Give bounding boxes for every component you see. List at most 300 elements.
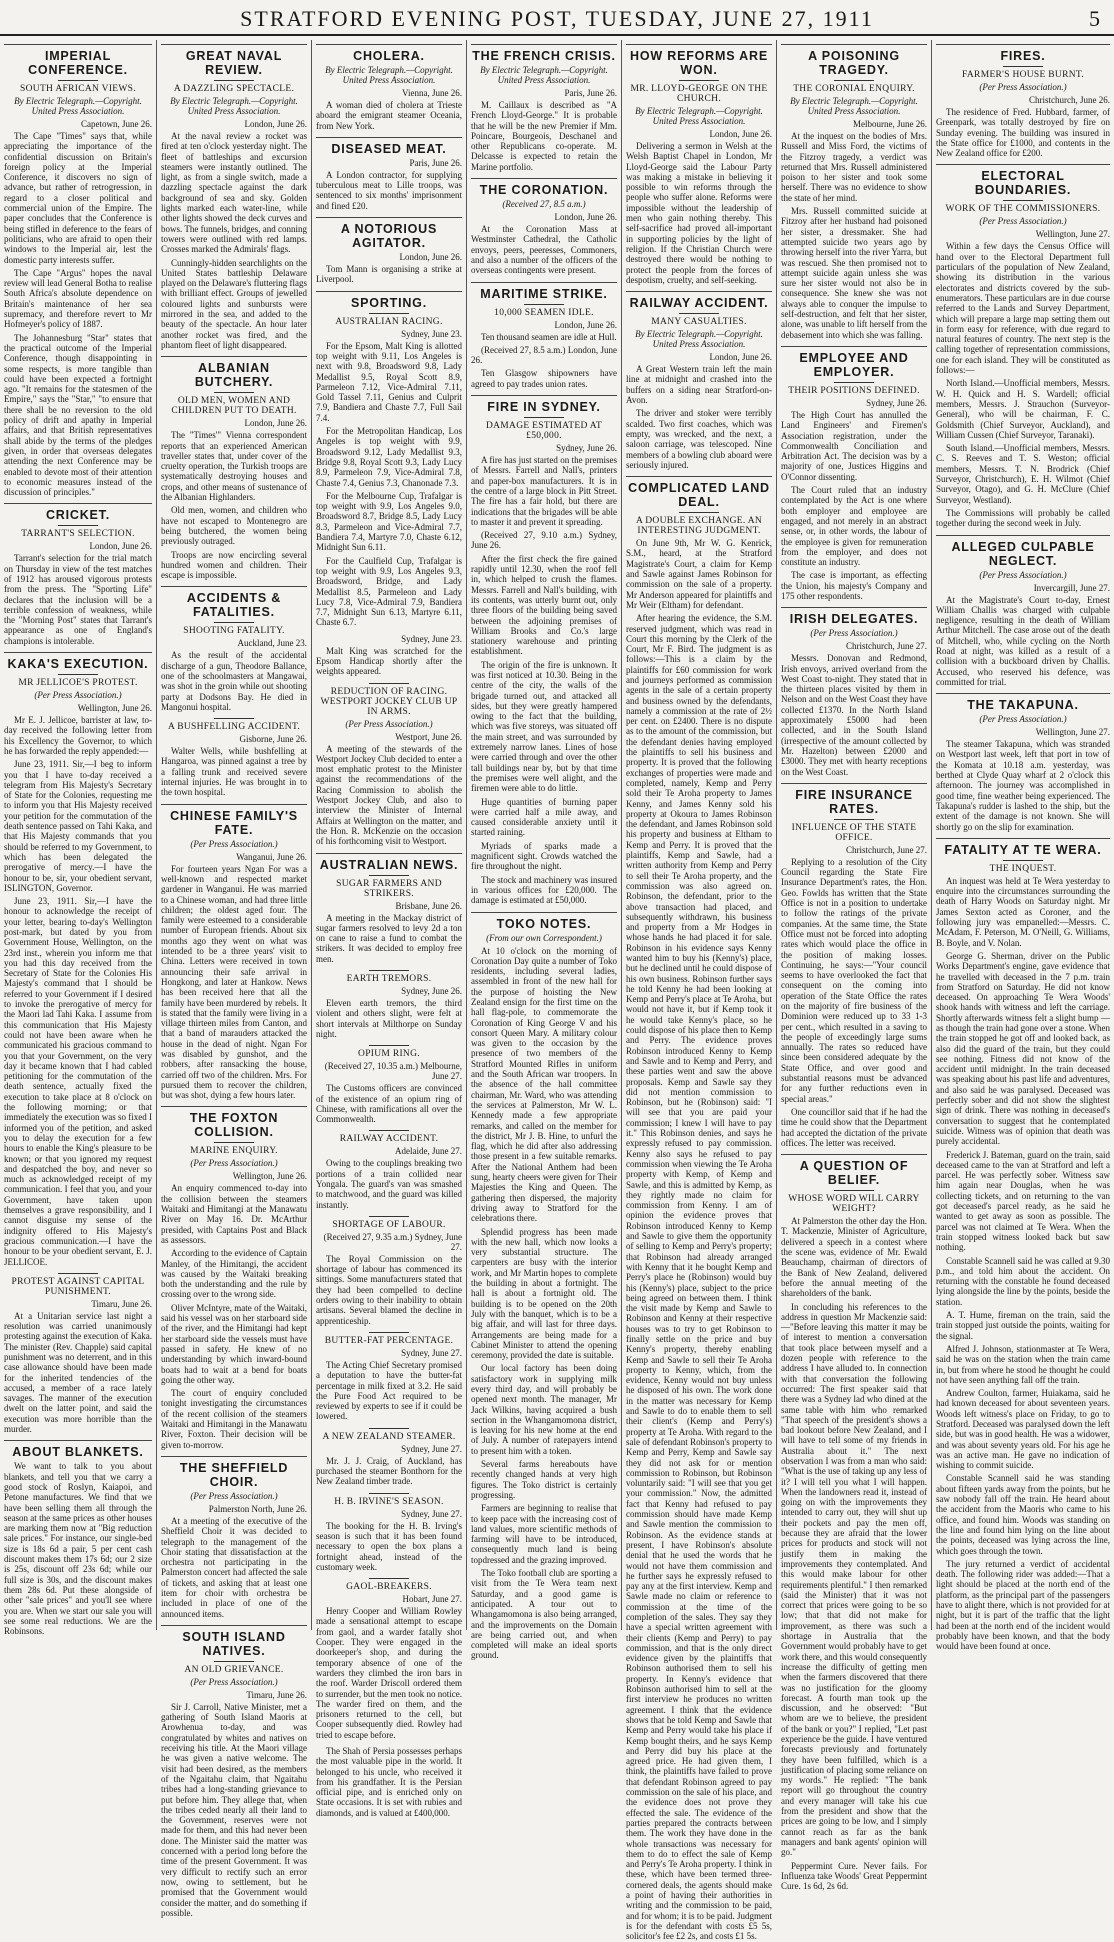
article-headline: SOUTH ISLAND NATIVES. [161, 1625, 307, 1658]
article [161, 1106, 307, 1449]
article-headline: SPORTING. [316, 291, 462, 310]
dateline: London, June 26. [399, 252, 462, 263]
article-headline: FIRE INSURANCE RATES. [781, 783, 927, 816]
article-paragraph: Malt King was scratched for the Epsom Handicap shortly after the weights appeared. [316, 645, 462, 677]
divider [679, 313, 719, 314]
article [316, 1746, 462, 1818]
article [4, 503, 152, 646]
article-paragraph: (Received 27, 8.5 a.m.) London, June 26. [471, 344, 617, 366]
dateline: Wellington, June 26. [77, 703, 152, 714]
article-subheading: SHORTAGE OF LABOUR. [332, 1219, 446, 1230]
divider [1003, 66, 1043, 67]
article [781, 607, 927, 777]
dateline: (Received 27, 9.35 a.m.) Sydney, June 27. [323, 1231, 462, 1252]
article-paragraph: Walter Wells, while bushfelling at Hangaroa, was pinned against a tree by a falling trunk and received severe internal injuries. He was brought in to the town hospital. [161, 746, 307, 798]
dateline: Sydney, June 27. [401, 1508, 462, 1519]
divider [524, 304, 564, 305]
divider [369, 313, 409, 314]
article-paragraph: Andrew Coulton, farmer, Huiakama, said he had known deceased for about seventeen years. Woods left witness's place on Friday, to go to Stratford. Deceased was paralysed down the left side, but was in good health. He was a widower, and was about seventy years old. For his age he was an active man. He gave no indication of wishing to commit suicide. [936, 1388, 1110, 1471]
article-paragraph: Within a few days the Census Office will hand over to the Electoral Department full particulars of the population of New Zealand, showing its distribution in the various electorates and districts covered by the sub-enumerators. These particulars are in due course referred to the Lands and Survey Department, which will prepare a large map setting them out in form easy for reference, with due regard to natural features of country. The next step is the calling together of representation commissions, one for each island. They will be constituted as follows:— [936, 241, 1111, 376]
article-paragraph: On June 9th, Mr W. G. Kenrick, S.M., heard, at the Stratford Magistrate's Court, a claim for Kemp and Sawle against James Robinson for commission on the sale of a property. Mr Anderson appeared for plaintiffs and Mr Weir (Eltham) for defendant. [626, 538, 772, 610]
divider [369, 1216, 409, 1217]
article-paragraph: One councillor said that if he had the time he could show that the Department had accepted the dictation of the private offices. The letter was received. [781, 1106, 927, 1148]
wire-credit: By Electric Telegraph.—Copyright. United Press Association. [790, 96, 918, 116]
article [781, 44, 927, 340]
dateline: Timaru, June 26. [91, 1298, 152, 1309]
article-headline: KAKA'S EXECUTION. [4, 652, 152, 671]
article-paragraph: For the Melbourne Cup, Trafalgar is top weight with 9.9, Los Angeles 9.0, Broadsword 8.7, Bridge 8.5, Lady Lucy 8.3, Parmeleon and Vice-Admiral 7.7, Bandiera 7.4, Martyre 7.0, Chaste 6.12, Midnight Sun 6.11. [316, 490, 462, 553]
article-subheading: OLD MEN, WOMEN AND CHILDREN PUT TO DEATH. [171, 396, 297, 417]
article-subheading: 10,000 SEAMEN IDLE. [494, 307, 594, 318]
article-headline: DISEASED MEAT. [316, 137, 462, 156]
article-subheading: THE CORONIAL ENQUIRY. [793, 84, 915, 94]
article-paragraph: A London contractor, for supplying tuberculous meat to Lille troops, was sentenced to six months' imprisonment and fined £20. [316, 169, 462, 211]
article-paragraph: Alfred J. Johnson, stationmaster at Te Wera, said he was on the station when the train came in, but from where he stood he thought he could not have seen anything fall off the train. [936, 1343, 1110, 1385]
article-headline: CHOLERA. [316, 44, 462, 63]
article-paragraph: Mrs. Russell committed suicide at Fitzroy after her husband had poisoned her sister, a dressmaker. She had attempted suicide two years ago by throwing herself into the river Yarra, but was rescued. She then promised not to attempt suicide again unless she was sure her sister would not also be in consequence. She knew she was not always able to conquer the impulse to self-destruction, and felt that her sister, alone, was unable to lift herself from the debasement into which she was falling. [781, 206, 927, 340]
article-paragraph: Old men, women, and children who have not escaped to Montenegro are being butchered, the women being previously outraged. [161, 505, 307, 547]
column-4 [467, 40, 622, 1661]
divider [369, 683, 409, 684]
article [316, 1428, 462, 1487]
article-subheading: THEIR POSITIONS DEFINED. [788, 385, 920, 396]
article-headline: THE SHEFFIELD CHOIR. [161, 1456, 307, 1489]
dateline: Vienna, June 26. [402, 88, 462, 98]
article [161, 44, 307, 350]
article-subheading: MANY CASUALTIES. [651, 317, 747, 328]
article [471, 44, 617, 172]
article-headline: A POISONING TRAGEDY. [781, 44, 927, 77]
dateline: London, June 26. [244, 119, 307, 129]
article [316, 1493, 462, 1572]
article [781, 783, 927, 1148]
divider [524, 417, 564, 418]
article-paragraph: An inquest was held at Te Wera yesterday to enquire into the circumstances surrounding the death of Harry Woods on Saturday night. Mr James Sexton acted as Coroner, and the following jury was empanelled:—Messrs. C. McAdam, F. Peterson, M. O'Neill, G. Williams, B. Boyle, and V. Nolan. [936, 875, 1110, 948]
article-paragraph: The Johannesburg "Star" states that the practical outcome of the Imperial Conference, though disappointing in some respects, is more tangible than could have been expected a fortnight ago. "It remains for the statesmen of the Empire," says the "Star," "to ensure that there shall be no reversion to the old policy of drift and apathy in Imperial affairs, and that British representatives shall abide by the terms of the pledges given, in order that overseas delegates attending the next Conference may be enabled to devote most of their attention to economic measures instead of the discussion of principles." [4, 332, 152, 498]
wire-credit: (Per Press Association.) [810, 628, 898, 639]
column-3 [312, 40, 467, 1818]
article-subheading: BUTTER-FAT PERCENTAGE. [324, 1335, 454, 1346]
dateline: Wellington, June 27. [1035, 229, 1110, 240]
article [626, 44, 772, 285]
divider [214, 1661, 254, 1662]
article [316, 970, 462, 1039]
article-headline: THE FOXTON COLLISION. [161, 1106, 307, 1139]
article-paragraph: Our local factory has been doing satisfactory work in supplying milk every third day, and will probably be opened next month. The manager, Mr Jack Wilkins, having acquired a bush section in the Whangamomona district, is leaving for his new home at the end of July. A number of ratepayers intend to present him with a token. [471, 1363, 617, 1456]
article-paragraph: Sir J. Carroll, Native Minister, met a gathering of South Island Maoris at Arowhenua to-day, and was congratulated by whites and natives on receiving his title. At the Maori village he was given a native welcome. The visit had been desired, as the members of the Ngaitahu claim, that Ngaitahu tribes had a long-standing grievance to put before him. They allege that, when the tribes ceded nearly all their land to the Government, reserves were not made for them, and this had never been done. The Minister said the matter was concerned with a period long before the time of the present Government. It was very difficult to rectify such an error now, owing to settlement, but he promised that the Government would consider the matter, and do something if possible. [161, 1701, 307, 1918]
divider [214, 718, 254, 719]
article [316, 853, 462, 964]
article-paragraph: Eleven earth tremors, the third violent and others slight, were felt at short intervals at Milthorpe on Sunday night. [316, 998, 462, 1039]
article-headline: ALBANIAN BUTCHERY. [161, 356, 307, 389]
article [161, 718, 307, 797]
article-paragraph: An enquiry commenced to-day into the collision between the steamers Waitaki and Himitangi at the Manawatu River on May 16. Dr. McArthur presided, with Captains Post and Black as assessors. [161, 1183, 307, 1245]
article-paragraph: Ten Glasgow shipowners have agreed to pay trades union rates. [471, 368, 617, 389]
wire-credit: (Per Press Association.) [979, 82, 1067, 92]
article-subheading: MARINE ENQUIRY. [190, 1146, 278, 1157]
article-headline: CHINESE FAMILY'S FATE. [161, 804, 307, 837]
article [316, 1045, 462, 1124]
article-subheading: MR JELLICOE'S PROTEST. [18, 678, 138, 689]
dateline: Christchurch, June 26. [1029, 95, 1110, 105]
article-paragraph: Tom Mann is organising a strike at Liverpool. [316, 264, 462, 285]
divider [214, 622, 254, 623]
article-subheading: OPIUM RING. [358, 1049, 420, 1060]
article-subheading: PROTEST AGAINST CAPITAL PUNISHMENT. [11, 1276, 145, 1297]
article-paragraph: Peppermint Cure. Never fails. For Influenza take Woods' Great Peppermint Cure. 1s 6d, 2s 6d. [781, 1860, 927, 1892]
article-paragraph: June 23, 1911. Sir,—I have the honour to acknowledge the receipt of your letter, bearing to-day's Wellington post-mark, but dated by you from Government House, Wellington, on the 23rd inst., wherein you inform me that you had this day received from the Secretary of State for the Colonies His Majesty's command that I should be referred to your Government if I desired to invoke the prerogative of mercy for the Maori lad Tahi Kaka. I assume from this communication that His Majesty could not have been aware when he communicated his gracious command to you that your Government, on the very day it became known that I had cabled petitioning for the commutation of the death sentence, actually fixed the execution to take place at 8 o'clock on the following morning; or that immediately the execution was so fixed I informed you of the petition, and asked you to delay the execution for a few hours to enable the King's pleasure to be known; or that you ignored my request and despatched the boy, and never so much as acknowledged receipt of my communication. I feel that you, and your Government, have taken upon themselves a grave responsibility, and I cannot disguise my sense of the indignity offered to His Majesty's gracious communication.—I have the honour to be your obedient servant, E. J. JELLICOE. [4, 896, 152, 1267]
article-paragraph: We want to talk to you about blankets, and tell you that we carry a good stock of Roslyn, Kaiapoi, and Petone manufactures. We find that we have been selling them all through the season at the same prices as other houses are marking them now at "Big reduction sale prices." For instance, our single-bed size is 18s 6d a pair, 5 per cent cash discount makes them 17s 6d; our 2 size is 25s, discount off 23s 6d; while our full size is 30s, and the discount makes them 28s 6d. Put these alongside of other "sale prices" and you'll see where you are. When we start our sale you will see some real reductions. We are the Robinsons. [4, 1461, 152, 1637]
article-headline: ELECTORAL BOUNDARIES. [936, 164, 1110, 197]
article-subheading: H. B. IRVINE'S SEASON. [334, 1496, 444, 1507]
dateline: Sydney, June 26. [556, 443, 617, 454]
article-paragraph: The driver and stoker were terribly scalded. Two first coaches, which was empty, was wrecked, and the next, a saloon carriage, was telescoped. Nine members of a bowling club aboard were seriously injured. [626, 408, 772, 470]
wire-credit: (Per Press Association.) [190, 1158, 278, 1169]
article-paragraph: At a Unitarian service last night a resolution was carried unanimously protesting against the execution of Kaka. The minister (Rev. Chapple) said capital punishment was no deterrent, and in this case allowance should have been made for the inherited tendencies of the accused, a member of a race lately savages. The manner of the execution dwelt on the latter point, and said the execution was more horrible than the murder. [4, 1310, 152, 1435]
article-paragraph: The "Times'" Vienna correspondent reports that an experienced American traveller states that, under cover of the cruelty operation, the Turkish troops are systematically destroying houses and crops, and other means of sustenance of the Albanian Highlanders. [161, 430, 307, 503]
wire-credit: (Per Press Association.) [979, 569, 1067, 580]
divider [58, 1273, 98, 1274]
article-headline: ALLEGED CULPABLE NEGLECT. [936, 535, 1110, 568]
dateline: London, June 26. [554, 212, 617, 223]
dateline: London, June 26. [89, 541, 152, 552]
wire-credit: By Electric Telegraph.—Copyright. United Press Association. [14, 96, 142, 116]
article-paragraph: After the first check the fire gained rapidly until 12.30, when the roof fell in, which helped to crush the flames. Messrs. Farrell and Nall's building, with its contents, was utterly burnt out, only three floors of the building being saved between the adjoining premises of William Brooks and Co.'s large stationery warehouse and printing establishment. [471, 553, 617, 657]
article-paragraph: Troops are now encircling several hundred women and children. Their escape is impossible. [161, 549, 307, 581]
article [316, 634, 462, 677]
dateline: Sydney, June 27. [401, 1347, 462, 1358]
article [316, 137, 462, 211]
article [161, 1625, 307, 1918]
dateline: Adelaide, June 27. [395, 1146, 462, 1157]
wire-credit: By Electric Telegraph.—Copyright. United Press Association. [635, 106, 763, 126]
article-headline: ABOUT BLANKETS. [4, 1440, 152, 1459]
article-subheading: A BUSHFELLING ACCIDENT. [167, 722, 301, 733]
article-paragraph: The court of enquiry concluded tonight investigating the circumstances of the recent collision of the steamers Waitaki and Himitangi in the Manawatu River, Foxton. Their decision will be given to-morrow. [161, 1388, 307, 1450]
dateline: London, June 26. [244, 418, 307, 429]
column-2 [157, 40, 312, 1918]
article-paragraph: At the inquest on the bodies of Mrs. Russell and Miss Ford, the victims of the Fitzroy tragedy, a verdict was returned that Mrs. Russell administered poison to her sister and took some herself. There was no evidence to show the state of her mind. [781, 131, 927, 203]
article [316, 1578, 462, 1740]
dateline: Sydney, June 26. [401, 986, 462, 997]
dateline: Christchurch, June 27. [846, 844, 927, 855]
article-headline: CRICKET. [4, 503, 152, 522]
article [936, 693, 1110, 832]
article [4, 652, 152, 1267]
article-headline: COMPLICATED LAND DEAL. [626, 476, 772, 509]
article-paragraph: Owing to the couplings breaking two portions of a train collided near Yongala. The guard's van was smashed to matchwood, and the guard was killed instantly. [316, 1158, 462, 1210]
dateline: Sydney, June 23. [401, 633, 462, 644]
article-headline: FATALITY AT TE WERA. [936, 838, 1110, 857]
article-paragraph: The Cape "Times" says that, while appreciating the importance of the confidential discussion on Britain's foreign policy at the Imperial Conference, it discovers no sign of advance, but rather of retrogression, in regard to a closer political and commercial union of the Empire. The paper concludes that the Conference is being stifled in deference to the fears of politicians, who are afraid to open their windows to the Imperial air, lest the domestic party interests suffer. [4, 131, 152, 265]
article-subheading: FARMER'S HOUSE BURNT. [962, 70, 1084, 80]
article-paragraph: For the Epsom, Malt King is allotted top weight with 9.11, Los Angeles is next with 9.8, Broadsword 9.8, Lady Medallist 9.5, Royal Scott 8.9, Parmeleon 7.12, Vice-Admiral 7.11, Gold Tassel 7.11, Genius and Culprit 7.9, Bandiera and Chaste 7.7, Full Sail 7.4. [316, 340, 462, 423]
article-paragraph: Cunningly-hidden searchlights on the United States battleship Delaware played on the Delaware's fluttering flags with brilliant effect. Groups of jewelled coloured lights and sunbursts were mirrored in the sea, and added to the beauty of the spectacle. An hour later another rocket was fired, and the phantom fleet of light disappeared. [161, 257, 307, 350]
article [936, 535, 1110, 688]
article-headline: THE CORONATION. [471, 178, 617, 197]
article-headline: TOKO NOTES. [471, 912, 617, 931]
divider [214, 392, 254, 393]
article-paragraph: George G. Sherman, driver on the Public Works Department's engine, gave evidence that he travelled with deceased in the 7 p.m. train from Stratford on Saturday. He did not know deceased. On approaching Te Wera Woods' shook hands with witness and left the carriage. Shortly afterwards witness felt a slight bump —as though the train had gone over a stone. When the train stopped he got off and looked back, as also did the guard of the train, but they could see nothing. Fitness did not know of the accident until midnight. In the train deceased was speaking about his past life and adventures, and also said he was paralysed. Deceased was perfectly sober and did not show the slightest sign of drink. There was nothing in deceased's conversation to suggest that he contemplated suicide. Witness was of opinion that death was purely accidental. [936, 950, 1110, 1147]
divider [1003, 200, 1043, 201]
dateline: Christchurch, June 27. [846, 641, 927, 652]
article [626, 291, 772, 470]
masthead-title: STRATFORD EVENING POST, TUESDAY, JUNE 27, 1911 [240, 6, 874, 31]
article [471, 178, 617, 275]
article-paragraph: Myriads of sparks made a magnificent sight. Crowds watched the fire throughout the night. [471, 840, 617, 872]
dateline: Capetown, June 26. [81, 119, 152, 129]
article [781, 1154, 927, 1891]
article-headline: MARITIME STRIKE. [471, 282, 617, 301]
article [316, 1130, 462, 1209]
article-paragraph: The Customs officers are convinced of the existence of an opium ring of Chinese, with ramifications all over the Commonwealth. [316, 1083, 462, 1125]
article-paragraph: The stock and machinery was insured in various offices for £20,000. The damage is estimated at £50,000. [471, 874, 617, 906]
wire-credit: (Per Press Association.) [979, 216, 1067, 227]
article-headline: IMPERIAL CONFERENCE. [4, 44, 152, 77]
article-paragraph: The Royal Commission on the shortage of labour has commenced its sittings. Some manufacturers stated that they had been compelled to decline orders owing to their inability to obtain artisans. Several blamed the decline in apprenticeship. [316, 1253, 462, 1326]
article-headline: A NOTORIOUS AGITATOR. [316, 217, 462, 250]
divider [369, 1493, 409, 1494]
article-headline: FIRE IN SYDNEY. [471, 395, 617, 414]
article-paragraph: At the naval review a rocket was fired at ten o'clock yesterday night. The fleet of battleships and excursion steamers were instantly outlined. The light, as from a single switch, made a dazzling spectacle against the dark background of sea and sky. Golden lights marked each water-line, while other lights showed the deck curves and bows. The funnels, bridges, and conning towers were outlined with red lamps. Crosses marked the Admirals' flags. [161, 131, 307, 255]
article-subheading: SUGAR FARMERS AND STRIKERS. [336, 878, 442, 899]
article-paragraph: A fire has just started on the premises of Messrs. Farrell and Nall's, printers and paper-box manufacturers. It is in the centre of a large block in Pitt Street. The fire has a fair hold, but there are indications that the brigades will be able to master it and prevent it spreading. [471, 455, 617, 527]
wire-credit: By Electric Telegraph.—Copyright. United Press Association. [635, 329, 763, 350]
article-paragraph: Delivering a sermon in Welsh at the Welsh Baptist Chapel in London, Mr Lloyd-George said the Labour Party was making a mistake in believing it possible to win reforms through the people who suffer alone. Reforms were impossible without the leadership of men who gain nothing thereby. This self-sacrifice had proved all-important in supporting policies by the light of religion. If the Christian Church were destroyed there would be nothing to protect the people from the forces of despotism, cruelty, and self-seeking. [626, 141, 772, 285]
article-paragraph: Frederick J. Bateman, guard on the train, said deceased came to the van at Stratford and left a parcel. He was perfectly sober. Witness saw him again near Douglas, when he was collecting tickets, and on returning to the van got deceased's parcel ready, as he said he wanted to get away as soon as possible. The parcel was not claimed at Te Wera. When the train stopped witness looked back but saw nothing. [936, 1149, 1110, 1253]
article-paragraph: A woman died of cholera at Trieste aboard the emigrant steamer Oceania, from New York. [316, 100, 462, 131]
article-paragraph: After hearing the evidence, the S.M. reserved judgment, which was read in Court this morning by the Clerk of the Court, Mr F. Bird. The judgment is as follows:—This is a claim by the plaintiffs for £60 commission for work and journeys performed as commission agents in the sale of a certain property and business owned by the defendants, namely a commission at the rate of 2½ per cent. on £2400. There is no dispute as to the amount of the commission, but the defendant denies having employed the plaintiffs to sell his business and property. It is proved that the following exchanges of properties were made and completed, namely, Kemp and Perry sold their Te Aroha property to James Kenny, and James Kenny sold his property at Okoura to James Robinson the defendant, and James Robinson sold his property and business at Eltham to Kemp and Perry. It is proved that the plaintiffs, Kemp and Sawle, had a written authority from Kemp and Perry to sell their Te Aroha property, and the commission was also agreed on. Robinson, the defendant, prior to the above transaction had placed, and subsequently withdrawn, his business and property from a Mr Hodges in whose hands he had placed it for sale. Robinson in his evidence says Kenny wanted him to buy his (Kenny's) place, but he declined until he could dispose of his own business. Robinson further says he told Kenny he had been looking at Kemp and Perry's place at Te Aroha, but would not have it, but if Kemp took it he would take Kenny's place, so he could dispose of his place then to Kemp and Perry. The evidence proves Robinson introduced Kenny to Kemp and Sawle and to Kemp and Perry, and these parties went and saw the above proposals. Kemp and Sawle say they did not mention commission to Robinson, but he (Robinson) said: "I will see that you are paid your commission; I knew I will have to pay it." This Robinson denies, and says he expressly refused to pay commission. Kenny also says he refused to pay commission when viewing the Te Aroha property with Kemp, of Kemp and Sawle, and this is admitted by Kemp, as they rightly made no claim for commission from Kenny. I am of opinion the evidence proves that Robinson introduced Kenny to Kemp and Sawle to give them the opportunity of selling to Kemp and Perry's property; that Robinson had already arranged with Kenny that it he bought Kemp and Perry's place he (Robinson) would buy his (Kenny's) place, subject to the price being agreed on between them. I think the visit made by Kemp and Sawle to Robinson and Kenny at their respective houses was to try to get Robinson to finally settle on the price and buy Kenny's property, thereby enabling Kemp and Sawle to sell their Te Aroha property to Kenny, which, from the evidence, Kenny would not buy unless he disposed of his own. The work done in the matter was necessary for Kemp and Sawle to do to enable them to sell their client's (Kemp and Perry's) property at Te Aroha. With regard to the sale of defendant Robinson's property to Kemp and Perry, Kemp and Sawle say they did not ask for or mention commission to Robinson, but Robinson voluntarily said: "I will see that you get your commission." Now, the admitted fact that Kenny had refused to pay commission should have made Kemp and Sawle mention the commission to Robinson. As the evidence stands at present, I have Robinson's absolute denial that he used the words that he would not have them commission and he further says he expressly refused to pay any at the first interview. Kemp and Sawle made no claim or reference to commission at the time of the completion of the sales. They say they have a special written agreement with their clients (Kemp and Perry) to pay commission, and that is the only direct evidence given by the plaintiffs that Robinson authorised them to sell his property. In Kenny's evidence that Robinson authorised him to sell at the first interview he produces no written agreement. I think that the evidence shows that he told Kemp and Sawle that Kemp and Perry would take his place if Kemp bought theirs, and he says Kemp and Perry did buy his place at the agreed price. He had given them, I think, the plaintiffs have failed to prove that defendant Robinson agreed to pay commission on the sale of his place, and the evidence does not prove they effected the sale. The evidence of the parties prepared the contracts between them. The work they have done in the whole transactions was necessary for them to do to effect the sale of Kemp and Perry's Te Aroha property. I think in these, which have been termed three-cornered deals, the agents should make a point of having their authorities in writing and the commission to be paid, and for whom; it is to be paid. Judgment is for the defendant with costs £5 5s, solicitor's fee £2 2s, and costs £1 5s. [626, 613, 772, 1942]
divider [1003, 860, 1043, 861]
article [4, 1440, 152, 1636]
article-paragraph: As the result of the accidental discharge of a gun, Theodore Ballance, one of the schoolmasters at Mangawai, was shot in the groin while out shooting party at Dodsons Bay. He died in Mangonui hospital. [161, 650, 307, 712]
article-paragraph: At 10 o'clock on the morning of Coronation Day quite a number of Toko residents, including several ladies, assembled in front of the new hall for the purpose of hoisting the New Zealand ensign for the first time on the hall flag-pole, to commemorate the Coronation of King George V and his consort Queen Mary. A military colour was given to the occasion by the presence of two members of the Stratford Mounted Rifles in uniform and the South African war troopers. In the absence of the hall committee chairman, Mr. Ward, who was attending the services at Palmerston, Mr W. L. Kennedy made a few appropriate remarks, and called on the member for the district, Mr J. B. Hine, to unfurl the flag, which he did after also addressing those present in a few suitable remarks. After the National Anthem had been sung, hearty cheers were given for Their Majesties the King and Queen. The gathering then dispersed, the majority driving away to Stratford for the celebrations there. [471, 945, 617, 1224]
divider [679, 80, 719, 81]
divider [58, 674, 98, 675]
dateline: Melbourne, June 26. [853, 119, 927, 129]
dateline: Timaru, June 26. [246, 1689, 307, 1700]
dateline: London, June 26. [554, 319, 617, 330]
article-headline: HOW REFORMS ARE WON. [626, 44, 772, 77]
article-subheading: INFLUENCE OF THE STATE OFFICE. [791, 822, 917, 843]
article-subheading: DAMAGE ESTIMATED AT £50,000. [485, 421, 602, 442]
divider [679, 512, 719, 513]
dateline: Wellington, June 27. [1035, 727, 1110, 738]
article-headline: ACCIDENTS & FATALITIES. [161, 586, 307, 619]
divider [369, 1428, 409, 1429]
article-paragraph: South Island.—Unofficial members, Messrs. C. S. Reeves and T. S. Weston; official members, Messrs. T. N. Brodrick (Chief Surveyor, Christchurch), E. H. Wilmot (Chief Surveyor, Otago), and G. H. McClure (Chief Surveyor, Westland). [936, 443, 1110, 505]
article [936, 44, 1110, 158]
article-paragraph: The Acting Chief Secretary promised a deputation to have the butter-fat percentage in milk fixed at 3.2. He said the Pure Food Act required to be reviewed by experts to see if it could be lowered. [316, 1359, 462, 1422]
article-paragraph: Constable Scannell said he was standing about fifteen yards away from the points, but he saw nobody fall off the train. He heard about the accident from the Maoris who came to his office, and found him. Woods was standing on the line and found him lying on the line about the points, deceased was lying across the line, which goes through the town. [936, 1473, 1110, 1556]
article-paragraph: The High Court has annulled the Land Engineers' and Firemen's Association registration, under the Commonwealth Conciliation and Arbitration Act. The decision was by a majority of one, Justices Higgins and O'Connor dissenting. [781, 409, 927, 482]
divider [834, 80, 874, 81]
wire-credit: By Electric Telegraph.—Copyright. United Press Association. [480, 65, 608, 85]
article [471, 395, 617, 905]
article [626, 476, 772, 1941]
wire-credit: By Electric Telegraph.—Copyright. United Press Association. [170, 96, 298, 116]
article-paragraph: Henry Cooper and William Rowley made a sensational attempt to escape from gaol, and a warder fatally shot Cooper. They were engaged in the doorkeeper's shop, and during the temporary absence of one of the warders they climbed the iron bars in the roof. Warder Driscoll ordered them to surrender, but the men took no notice. The warder fired on them, and the prisoners returned to the cell, but Cooper subsequently died. Rowley had tried to escape before. [316, 1606, 462, 1740]
dateline: Hobart, June 27. [402, 1594, 462, 1605]
article-subheading: EARTH TREMORS. [346, 974, 432, 985]
wire-credit: (Per Press Association.) [190, 1676, 278, 1687]
article-paragraph: Farmers are beginning to realise that to keep pace with the increasing cost of land values, more scientific methods of farming will have to be introduced, consequently much land is being topdressed and the grazing improved. [471, 1503, 617, 1565]
divider [369, 1045, 409, 1046]
article-paragraph: A. T. Hume, fireman on the train, said the train stopped just outside the points, waiting for the signal. [936, 1310, 1110, 1341]
divider [214, 1142, 254, 1143]
dateline: Brisbane, June 26. [395, 900, 462, 911]
wire-credit: (Per Press Association.) [979, 714, 1067, 725]
article-subheading: SOUTH AFRICAN VIEWS. [20, 84, 136, 94]
dateline: London, June 26. [709, 129, 772, 139]
article-paragraph: A meeting of the stewards of the Westport Jockey Club decided to enter a most emphatic protest to the Minister against the recommendations of the Racing Commission to abolish the Westport Jockey Club, and also to interview the Minister of Internal Affairs at Wellington on the matter, and the Hon. R. McKenzie on the occasion of his forthcoming visit to Westport. [316, 743, 462, 847]
article-paragraph: The Court ruled that an industry contemplated by the Act is one where both employer and employee are engaged, and not merely in an abstract sense, or, in other words, the labour of the employee is given for remuneration from the employer, and does not constitute an industry. [781, 485, 927, 568]
article [781, 346, 927, 601]
article-paragraph: A meeting in the Mackay district of sugar farmers resolved to levy 2d a ton on cane to raise a fund to combat the strikers. It was decided to employ free men. [316, 912, 462, 964]
article-subheading: A DOUBLE EXCHANGE. AN INTERESTING JUDGMENT. [635, 516, 763, 537]
divider [369, 875, 409, 876]
article [161, 1456, 307, 1619]
article-paragraph: The residence of Fred. Hubbard, farmer, of Greenpark, was totally destroyed by fire on Sunday evening. The building was insured in the State office for £1000, and contents in the New Zealand office for £200. [936, 107, 1110, 159]
article [316, 1332, 462, 1422]
article-paragraph: Constable Scannell said he was called at 9.30 p.m., and told him about the accident. On returning with the constable he found deceased lying alongside the line by the points, beside the station. [936, 1255, 1110, 1307]
article-headline: THE TAKAPUNA. [936, 693, 1110, 712]
article-paragraph: Ten thousand seamen are idle at Hull. [481, 331, 617, 342]
article [161, 586, 307, 712]
article-subheading: A NEW ZEALAND STEAMER. [322, 1431, 456, 1442]
dateline: Invercargill, June 27. [1033, 582, 1110, 593]
article [936, 838, 1110, 1652]
column-1 [0, 40, 157, 1637]
article [316, 217, 462, 285]
article [471, 912, 617, 1661]
dateline: Auckland, June 23. [237, 638, 307, 649]
article-subheading: TARRANT'S SELECTION. [21, 529, 135, 540]
article-subheading: RAILWAY ACCIDENT. [339, 1134, 439, 1145]
article-headline: A QUESTION OF BELIEF. [781, 1154, 927, 1187]
wire-credit: (Per Press Association.) [190, 1490, 278, 1501]
article-headline: FIRES. [936, 44, 1110, 63]
divider [58, 80, 98, 81]
article-subheading: A DAZZLING SPECTACLE. [173, 84, 295, 94]
article-paragraph: At the Magistrate's Court to-day, Ernest William Challis was charged with culpable negligence, resulting in the death of William Arthur Mitchell. The case arose out of the death of Mitchell, who, while cycling on the North Road at night, was killed as a result of a collision with a buckboard driven by Challis. Accused, who reserved his defence, was committed for trial. [936, 594, 1110, 687]
article-headline: EMPLOYEE AND EMPLOYER. [781, 346, 927, 379]
divider [58, 525, 98, 526]
article-paragraph: Several farms hereabouts have recently changed hands at very high figures. The Toko district is certainly progressing. [471, 1459, 617, 1500]
article-headline: IRISH DELEGATES. [781, 607, 927, 626]
article-paragraph: (Received 27, 9.10 a.m.) Sydney, June 26. [471, 530, 617, 551]
article-headline: GREAT NAVAL REVIEW. [161, 44, 307, 77]
article-paragraph: For fourteen years Ngan For was a well-known and respected market gardener in Wanganui. He was married to a Chinese woman, and had three little children; the oldest aged four. The family were esteemed to a considerable number of European friends. About six months ago they went on what was intended to be a three years' visit to China. Letters were received in town announcing their safe arrival in Hongkong, and later at Hankow. News has been received here that all the family have been murdered by rebels. It is stated that the family were living in a village thirteen miles from Canton, and that a band of marauders attacked the house in the dead of night. Ngan For was disabled by gunshot, and the robbers, after ransacking the house, carried off two of the children. Mrs. For pursued them to recover the children, but was shot, dying a few hours later. [161, 863, 307, 1101]
wire-credit: (Received 27, 8.5 a.m.) [502, 199, 586, 210]
article-paragraph: At Palmerston the other day the Hon. T. Mackenzie, Minister of Agriculture, delivered a speech in a contest where the scene was, evidence of Mr. Ewald Beauchamp, chairman of directors of the Bank of New Zealand, delivered before the annual meeting of the shareholders of the bank. [781, 1216, 927, 1299]
divider [834, 1190, 874, 1191]
dateline: Gisborne, June 26. [239, 734, 307, 745]
dateline: Paris, June 26. [564, 88, 617, 98]
dateline: Sydney, June 26. [866, 397, 927, 408]
article-subheading: WHOSE WORD WILL CARRY WEIGHT? [788, 1194, 920, 1215]
article-subheading: GAOL-BREAKERS. [346, 1582, 432, 1593]
divider [369, 1332, 409, 1333]
article-subheading: AUSTRALIAN RACING. [335, 316, 443, 327]
article [316, 683, 462, 847]
article-paragraph: The case is important, as effecting the Union, his majesty's Company and 175 other respondents. [781, 570, 927, 601]
article [316, 1216, 462, 1326]
article-subheading: WORK OF THE COMMISSIONERS. [945, 204, 1101, 215]
article-paragraph: The Cape "Argus" hopes the naval review will lead General Botha to realise South Africa's absolute dependence on Britain's maintenance of her sea supremacy, and therefore revert to Mr Hofmeyer's policy of 1887. [4, 267, 152, 330]
article [161, 356, 307, 580]
article-paragraph: Mr E. J. Jellicoe, barrister at law, to-day received the following letter from his Excellency the Governor, to which he has forwarded the reply appended:— [4, 715, 152, 756]
article-subheading: THE INQUEST. [989, 863, 1057, 874]
divider [369, 1130, 409, 1131]
wire-credit: (From our own Correspondent.) [486, 932, 602, 943]
dateline: Wanganui, June 26. [236, 851, 307, 862]
article [4, 44, 152, 497]
dateline: Sydney, June 27. [401, 1443, 462, 1454]
dateline: Paris, June 26. [409, 157, 462, 168]
article-paragraph: The booking for the H. B. Irving's season is such that it has been found necessary to open the box plans a fortnight ahead, instead of the customary week. [316, 1520, 462, 1572]
article-paragraph: At the Coronation Mass at Westminster Cathedral, the Catholic envoys, peers, peeresses, Commoners, and also a number of the officers of the overseas contingents were present. [471, 224, 617, 276]
article-paragraph: Mr. J. J. Craig, of Auckland, has purchased the steamer Bonthorn for the New Zealand timber trade. [316, 1455, 462, 1487]
article-headline: AUSTRALIAN NEWS. [316, 853, 462, 872]
article-paragraph: Oliver McIntyre, mate of the Waitaki, said his vessel was on her starboard side of the river, and the Himitangi had kept her starboard side the vessels must have passed in safety. He knew of no understanding by which inward-bound boats had to wait at a bend for boats going the other way. [161, 1302, 307, 1385]
article-paragraph: The Toko football club are sporting a visit from the Te Wera team next Saturday, and a good game is anticipated. A tour out to Whangamomona is also being arranged, and the improvements on the Domain are being carried out, and when completed will make an ideal sports ground. [471, 1568, 617, 1661]
wire-credit: (Per Press Association.) [190, 838, 278, 849]
dateline: Wellington, June 26. [232, 1171, 307, 1182]
article-paragraph: M. Caillaux is described as "A French Lloyd-George." It is probable that he will be the new Premier if Mm. Poincare, Bourgeois, Deschanel and other Republicans co-operate. M. Delcasse is expected to retain the Marine portfolio. [471, 100, 617, 172]
article [161, 804, 307, 1101]
dateline: Westport, June 26. [395, 731, 462, 742]
article-paragraph: Splendid progress has been made with the new hall, which now looks a very substantial structure. The carpenters are busy with the interior work, and Mr Martin hopes to complete the building in about a fortnight. The hall is about a fortnight old. The building is to be opened on the 20th July with the banquet, which is to be a big affair, and will last for three days. Arrangements are being made for a Cabinet Minister to attend the opening ceremony, provided the date is suitable. [471, 1226, 617, 1361]
article [316, 291, 462, 628]
dateline: Sydney, June 23. [401, 328, 462, 339]
article-subheading: MR. LLOYD-GEORGE ON THE CHURCH. [630, 84, 768, 104]
article-subheading: AN OLD GRIEVANCE. [184, 1664, 284, 1675]
article-paragraph: A Great Western train left the main line at midnight and crashed into the buffers on a siding near Stratford-on-Avon. [626, 364, 772, 406]
dateline: (Received 27, 10.35 a.m.) Melbourne, June 27. [324, 1061, 462, 1082]
article-paragraph: Tarrant's selection for the trial match on Thursday in view of the test matches of 1912 has aroused vigorous protests from the press. The "Sporting Life" declares that the inclusion will be a terrible confession of weakness, while the "Morning Post" states that Tarrant's appearance as one of England's champions is intolerable. [4, 553, 152, 646]
article-paragraph: North Island.—Unofficial members, Messrs. W. H. Quick and H. S. Wardell; official members, Messrs. J. Strauchon (Surveyor-General), who will be chairman, F. C. Goldsmith (Chief Surveyor, Auckland), and William Cussen (Chief Surveyor, Taranaki). [936, 378, 1110, 440]
column-6 [777, 40, 932, 1892]
article-paragraph: The Shah of Persia possesses perhaps the most valuable pipe in the world. It belonged to his uncle, who received it from his grandfather. It is the Persian official pipe, and is enriched only on State occasions. It is set with rubies and diamonds, and is valued at £400,000. [316, 1745, 462, 1818]
article-subheading: SHOOTING FATALITY. [183, 626, 285, 637]
divider [369, 1578, 409, 1579]
article-paragraph: The Commissions will probably be called together during the second week in July. [936, 507, 1110, 529]
article [471, 282, 617, 389]
divider [834, 819, 874, 820]
column-7 [932, 40, 1114, 1652]
divider [834, 382, 874, 383]
wire-credit: By Electric Telegraph.—Copyright. United Press Association. [325, 65, 453, 85]
dateline: Palmerston North, June 26. [208, 1503, 307, 1514]
dateline: London, June 26. [709, 352, 772, 363]
article-paragraph: The steamer Takapuna, which was stranded on Westport last week, left that port in tow of the Komata at 10.18 a.m. yesterday, was berthed at Clyde Quay wharf at 2 o'clock this afternoon. The journey was accomplished in good time, fine weather being experienced. The Takapuna's rudder is lashed to the ship, but the extent of the damage is not known. She will shortly go on the slip for examination. [936, 739, 1110, 832]
article-paragraph: In concluding his references to the address in question Mr Mackenzie said:—"Before leaving this matter it may be of interest to mention a conversation that took place between myself and a dozen people with reference to the address I have alluded to. In connection with that conversation the following occurred: The first speaker said that there was a Sydney lad who dined at the same table with him who remarked "That speech of the president's shows a bad lookout before New Zealand, and I will have to tell some of my friends in Australia about it." The next observation I was from a man who said: "What is the use of taking up any less of it? I will tell you what I will happen. When the landowners read it, instead of going on with the improvements they intended to carry out, they will shut up their pockets and pay the men off, because they are afraid that the lower prices for products and stock will not justify them in making the improvements they contemplated. And this would make labour for other requirements plentiful." I then remarked (said the Minister) that it was not correct that prices were going to be so low; that that did not make for improvement, as there was such a shortage in Australia that the Government would probably have to get work there, and this would consequently increase the difficulty of getting men when the farmers discovered that there was no justification for the gloomy forecast. A fourth man took up the discussion, and he observed: "But whom are we to believe, the president of the bank or you?" I replied, "Let past experience be the guide. I have ventured forecasts previously and fortunately they have been fulfilled, which is a justification of placing some reliance on my words." He replied: "The bank report will go throughout the country and every manager will take his cue from the president and show that the prices are going to be low, and I simply cannot reach as far as the bank managers and bank agents' opinion will go." [781, 1301, 927, 1858]
article-paragraph: The jury returned a verdict of accidental death. The following rider was added:—That a light should be placed at the north end of the platform, as the principal part of the passengers have to alight there, which is not provided for at night, but it is part of the traffic that the light had been at the north end of the incident would probably have been known, and that the body would have been found at once. [936, 1558, 1110, 1652]
article-paragraph: For the Metropolitan Handicap, Los Angeles is top weight with 9.9, Broadsword 9.12, Lady Medallist 9.3, Bridge 9.8, Royal Scott 9.3, Lady Lucy 8.9, Parmeleon 7.9, Vice-Admiral 7.8, Chaste 7.4, Genius 7.3, Chanonade 7.3. [316, 426, 462, 488]
article-paragraph: Messrs. Donovan and Redmond, Irish envoys, arrived overland from the West Coast to-night. They stated that in the thirteen places visited by them in Nelson and on the West Coast they have collected £1370. In the North Island approximately £5000 had been collected, and in the South Island (irrespective of the amount collected by Mr. Hazelton) between £2000 and £3000. They met with hearty receptions on the West Coast. [781, 653, 927, 777]
column-5 [622, 40, 777, 1942]
article [316, 44, 462, 131]
article-headline: THE FRENCH CRISIS. [471, 44, 617, 63]
wire-credit: (Per Press Association.) [34, 690, 122, 701]
article-headline: RAILWAY ACCIDENT. [626, 291, 772, 310]
article-paragraph: Huge quantities of burning paper were carried half a mile away, and caused considerable anxiety until it started raining. [471, 796, 617, 838]
divider [214, 80, 254, 81]
article-paragraph: The origin of the fire is unknown. It was first noticed at 10.30. Being in the centre of the city, the walls of the brigade turned out, and attacked all sides, but they were greatly hampered owing to the fact that the building, which was five storeys, was situated off the main street, and was surrounded by extremely narrow lanes. Lines of hose were carried through and over the other tall buildings near by, but by that time the premises were well alight, and the firemen were able to do little. [471, 659, 617, 794]
divider [369, 970, 409, 971]
article-paragraph: For the Caulfield Cup, Trafalgar is top weight with 9.9, Los Angeles 9.3, Broadsword, Bridge, and Lady Medallist 8.5, Parmeleon and Lady Lucy 7.8, Vice-Admiral 7.9, Bandiera 7.7, Midnight Sun 6.13, Martyre 6.11, Chaste 6.7. [316, 555, 462, 628]
